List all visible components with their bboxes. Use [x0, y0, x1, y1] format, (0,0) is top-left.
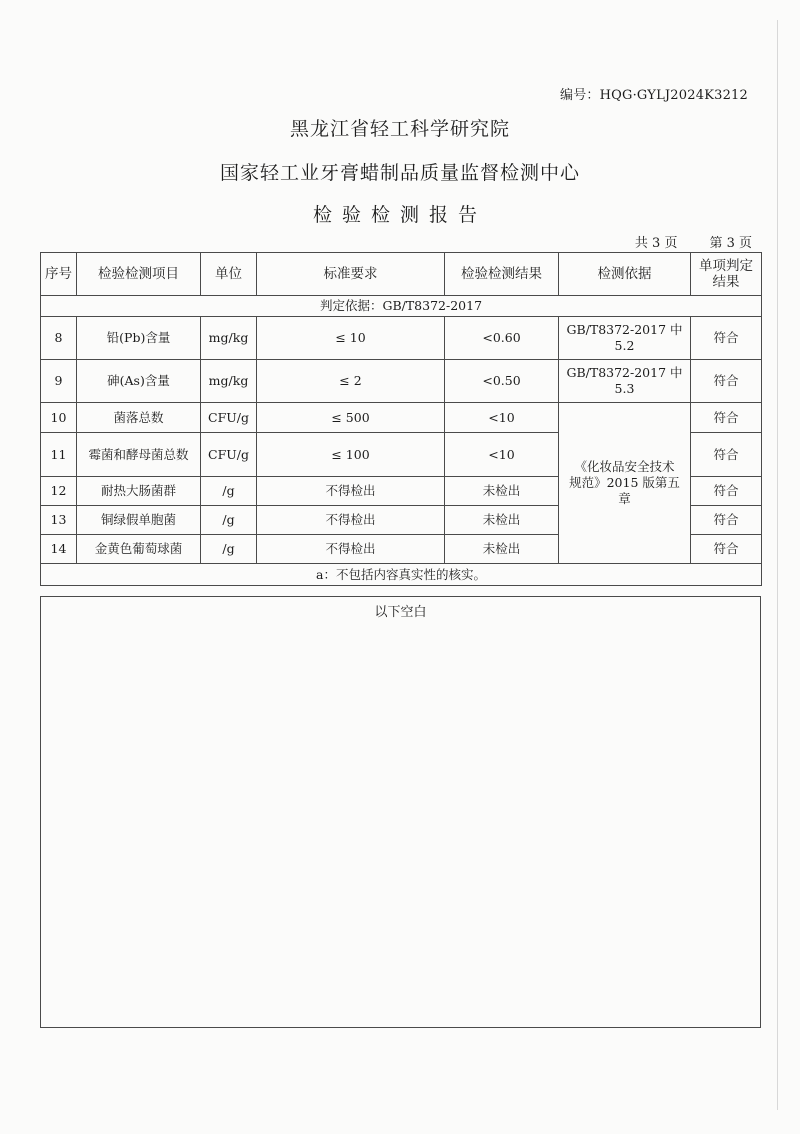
note-row [41, 564, 762, 586]
cell-result: <0.60 [445, 317, 559, 360]
cell-seq: 14 [41, 535, 77, 564]
table-row [41, 360, 762, 403]
cell-item: 铜绿假单胞菌 [77, 506, 201, 535]
cell-unit: /g [201, 535, 257, 564]
current-page: 第 3 页 [709, 236, 752, 251]
header-result: 检验检测结果 [445, 253, 559, 296]
center-name: 国家轻工业牙膏蜡制品质量监督检测中心 [219, 162, 580, 184]
header-verdict: 单项判定结果 [691, 253, 762, 296]
table-row [41, 403, 762, 433]
cell-item: 铅(Pb)含量 [77, 317, 201, 360]
cell-verdict: 符合 [691, 535, 762, 564]
judgement-basis-row [41, 296, 762, 317]
cell-result: <10 [445, 403, 559, 433]
cell-verdict: 符合 [691, 477, 762, 506]
table-note: a：不包括内容真实性的核实。 [41, 564, 762, 586]
cell-item: 金黄色葡萄球菌 [77, 535, 201, 564]
header-unit: 单位 [201, 253, 257, 296]
cell-seq: 13 [41, 506, 77, 535]
page-count [635, 232, 752, 251]
cell-item: 耐热大肠菌群 [77, 477, 201, 506]
cell-standard: 不得检出 [257, 477, 445, 506]
cell-item: 菌落总数 [77, 403, 201, 433]
report-title: 检验检测报告 [312, 204, 487, 226]
cell-unit: /g [201, 477, 257, 506]
institute-name: 黑龙江省轻工科学研究院 [289, 118, 510, 140]
cell-standard: 不得检出 [257, 506, 445, 535]
cell-standard: 不得检出 [257, 535, 445, 564]
cell-item: 砷(As)含量 [77, 360, 201, 403]
cell-seq: 8 [41, 317, 77, 360]
total-pages: 共 3 页 [634, 236, 678, 251]
cell-result: <10 [445, 433, 559, 477]
cell-unit: /g [201, 506, 257, 535]
cell-standard: ≤ 500 [257, 403, 445, 433]
header-basis: 检测依据 [559, 253, 691, 296]
cell-seq: 11 [41, 433, 77, 477]
serial-number: 编号：HQG·GYLJ2024K3212 [560, 88, 748, 103]
blank-area [40, 596, 761, 1028]
cell-result: 未检出 [445, 506, 559, 535]
cell-result: <0.50 [445, 360, 559, 403]
cell-result: 未检出 [445, 535, 559, 564]
judgement-basis: 判定依据：GB/T8372-2017 [41, 296, 762, 317]
cell-verdict: 符合 [691, 506, 762, 535]
cell-standard: ≤ 2 [257, 360, 445, 403]
cell-unit: mg/kg [201, 317, 257, 360]
cell-shared-basis: 《化妆品安全技术规范》2015 版第五章 [559, 403, 691, 564]
results-table [40, 252, 762, 586]
cell-standard: ≤ 100 [257, 433, 445, 477]
cell-verdict: 符合 [691, 360, 762, 403]
cell-unit: CFU/g [201, 433, 257, 477]
header-item: 检验检测项目 [77, 253, 201, 296]
blank-note: 以下空白 [374, 605, 427, 620]
cell-basis: GB/T8372-2017 中 5.2 [559, 317, 691, 360]
cell-seq: 12 [41, 477, 77, 506]
cell-item: 霉菌和酵母菌总数 [77, 433, 201, 477]
cell-unit: mg/kg [201, 360, 257, 403]
cell-standard: ≤ 10 [257, 317, 445, 360]
cell-seq: 9 [41, 360, 77, 403]
cell-seq: 10 [41, 403, 77, 433]
table-header-row [41, 253, 762, 296]
cell-verdict: 符合 [691, 317, 762, 360]
cell-verdict: 符合 [691, 433, 762, 477]
cell-basis: GB/T8372-2017 中 5.3 [559, 360, 691, 403]
header-standard: 标准要求 [257, 253, 445, 296]
header-seq: 序号 [41, 253, 77, 296]
cell-unit: CFU/g [201, 403, 257, 433]
cell-verdict: 符合 [691, 403, 762, 433]
table-row [41, 317, 762, 360]
cell-result: 未检出 [445, 477, 559, 506]
